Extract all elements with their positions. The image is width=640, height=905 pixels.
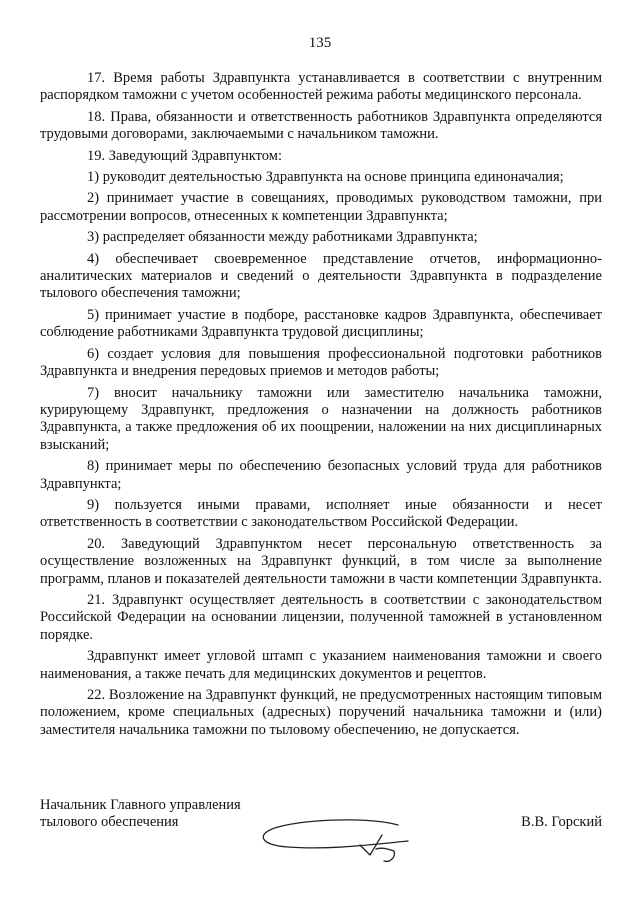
paragraph-19: 19. Заведующий Здравпунктом: — [87, 147, 282, 164]
paragraph-stamp: Здравпункт имеет угловой штамп с указанием наименования таможни и своего наименования, а также печать для медицинских документов и рецептов. — [40, 648, 602, 682]
paragraph-20: 20. Заведующий Здравпунктом несет персональную ответственность за осуществление возложенных на Здравпункт функций, в том числе за выполнение программ, планов и показателей деятельности таможни в части компетенции Здравпункта. — [40, 535, 602, 587]
list-item-19-6: 6) создает условия для повышения профессиональной подготовки работников Здравпункта и внедрения передовых приемов и методов работы; — [40, 345, 602, 380]
list-item-19-8: 8) принимает меры по обеспечению безопасных условий труда для работников Здравпункта; — [40, 458, 602, 492]
signatory-position-line2: тылового обеспечения — [40, 814, 179, 831]
paragraph-21: 21. Здравпункт осуществляет деятельность в соответствии с законодательством Российской Федерации на основании лицензии, полученной таможней в установленном порядке. — [40, 591, 602, 643]
list-item-19-1: 1) руководит деятельностью Здравпункта на основе принципа единоначалия; — [87, 169, 564, 186]
list-item-19-7: 7) вносит начальнику таможни или заместителю начальника таможни, курирующему Здравпункт, предложения о назначении на должность работников Здравпункта, а также предложения об их поощрении, наложении на них дисциплинарных взысканий; — [40, 384, 602, 453]
page-number: 135 — [308, 35, 332, 51]
list-item-19-5: 5) принимает участие в подборе, расстановке кадров Здравпункта, обеспечивает соблюдение работниками Здравпункта трудовой дисциплины; — [40, 306, 602, 341]
signatory-position — [40, 797, 241, 832]
list-item-19-9: 9) пользуется иными правами, исполняет иные обязанности и несет ответственность в соответствии с законодательством Российской Федерации. — [40, 496, 602, 531]
paragraph-18: 18. Права, обязанности и ответственность работников Здравпункта определяются трудовыми договорами, заключаемыми с начальником таможни. — [40, 108, 602, 143]
list-item-19-3: 3) распределяет обязанности между работниками Здравпункта; — [87, 229, 478, 246]
paragraph-22: 22. Возложение на Здравпункт функций, не предусмотренных настоящим типовым положением, кроме специальных (адресных) поручений начальника таможни и (или) заместителя начальника таможни по тыловому обеспечению, не допускается. — [40, 687, 602, 738]
list-item-19-2: 2) принимает участие в совещаниях, проводимых руководством таможни, при рассмотрении вопросов, отнесенных к компетенции Здравпункта; — [40, 190, 602, 224]
handwritten-signature-icon — [248, 805, 418, 865]
paragraph-17: 17. Время работы Здравпункта устанавливается в соответствии с внутренним распорядком таможни с учетом особенностей режима работы медицинского персонала. — [40, 70, 602, 104]
signatory-name: В.В. Горский — [521, 814, 602, 830]
document-body — [40, 70, 602, 739]
list-item-19-4: 4) обеспечивает своевременное представление отчетов, информационно-аналитических материалов и сведений о деятельности Здравпункта в подразделение тылового обеспечения таможни; — [40, 250, 602, 302]
signatory-position-line1: Начальник Главного управления — [40, 797, 241, 813]
signature-block — [40, 797, 602, 867]
